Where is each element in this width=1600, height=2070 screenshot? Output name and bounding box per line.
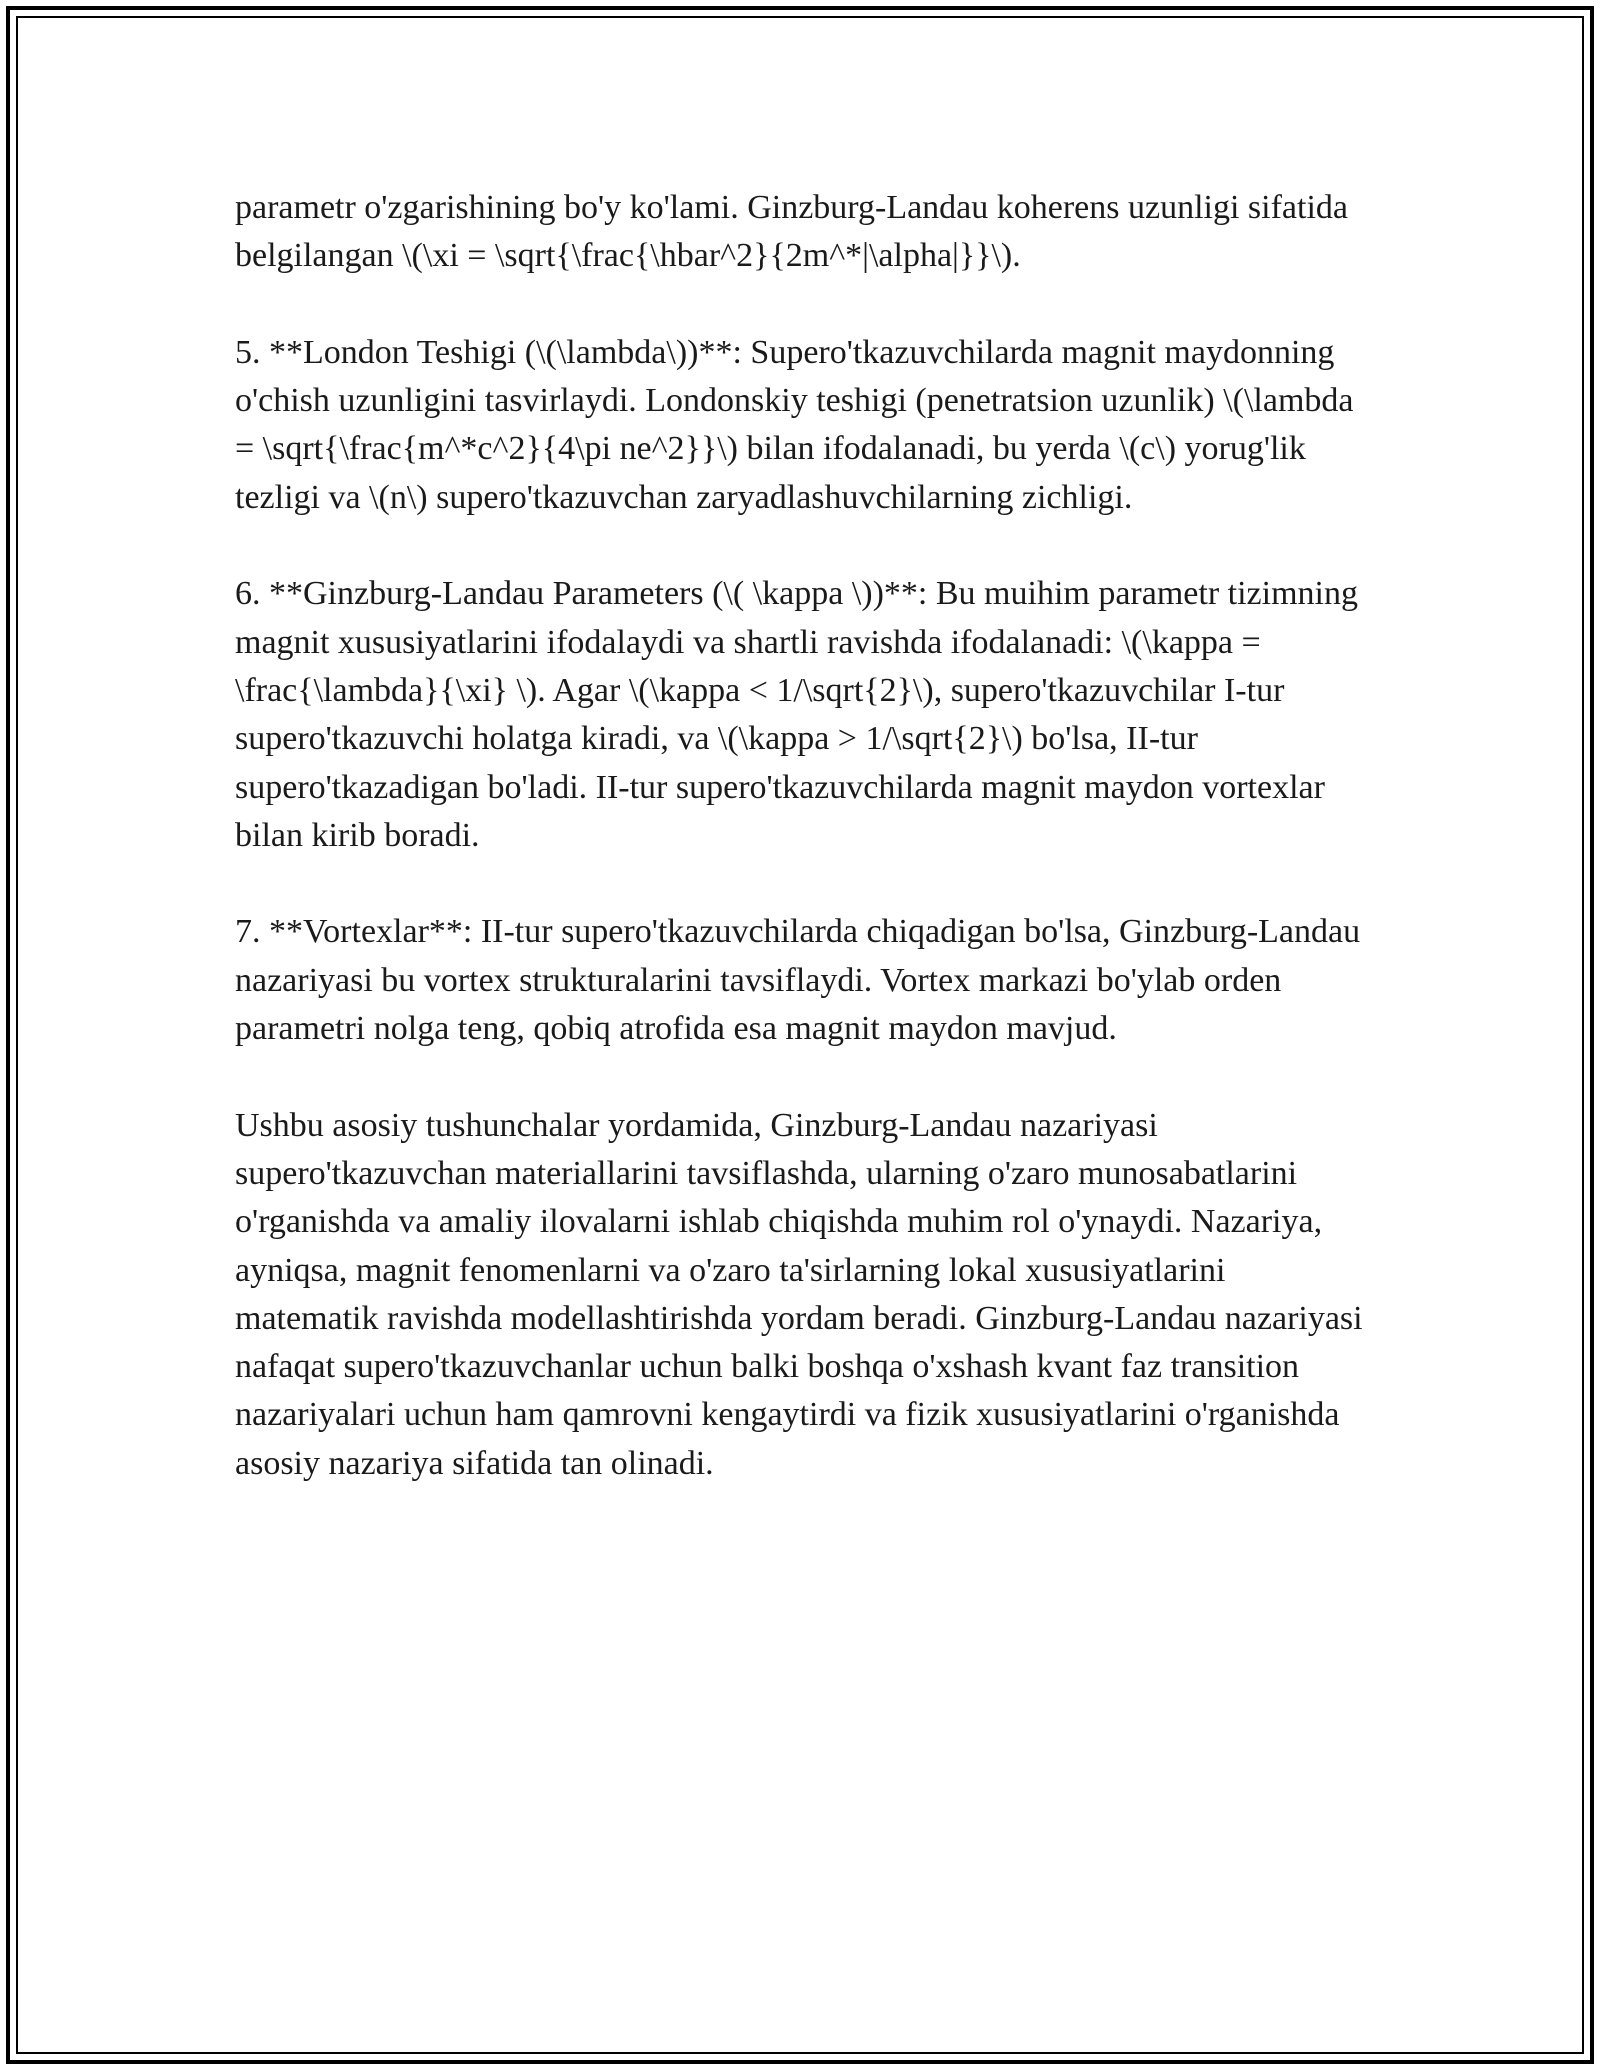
paragraph-london-penetration: 5. **London Teshigi (\(\lambda\))**: Supero'tkazuvchilarda magnit maydonning o'chish uzunligini tasvirlaydi. Londonskiy teshigi (penetratsion uzunlik) \(\lambda = \sqrt{\frac{m^*c^2}{4\pi ne^2}}\) bilan ifodalanadi, bu yerda \(c\) yorug'lik tezligi va \(n\) supero'tkazuvchan zaryadlashuvchilarning zichligi. bbox=[235, 333, 1354, 516]
paragraph-coherence-length: parametr o'zgarishining bo'y ko'lami. Ginzburg-Landau koherens uzunligi sifatida belgilangan \(\xi = \sqrt{\frac{\hbar^2}{2m^*|\alpha|}}\). bbox=[235, 189, 1349, 275]
paragraph-conclusion: Ushbu asosiy tushunchalar yordamida, Ginzburg-Landau nazariyasi supero'tkazuvchan materiallarini tavsiflashda, ularning o'zaro munosabatlarini o'rganishda va amaliy ilovalarni ishlab chiqishda muhim rol o'ynaydi. Nazariya, ayniqsa, magnit fenomenlarni va o'zaro ta'sirlarning lokal xususiyatlarini matematik ravishda modellashtirishda yordam beradi. Ginzburg-Landau nazariyasi nafaqat supero'tkazuvchanlar uchun balki boshqa o'xshash kvant faz transition nazariyalari uchun ham qamrovni kengaytirdi va fizik xususiyatlarini o'rganishda asosiy nazariya sifatida tan olinadi. bbox=[235, 1106, 1363, 1482]
document-body bbox=[235, 184, 1375, 1536]
paragraph-gl-parameter: 6. **Ginzburg-Landau Parameters (\( \kappa \))**: Bu muihim parametr tizimning magnit xususiyatlarini ifodalaydi va shartli ravishda ifodalanadi: \(\kappa = \frac{\lambda}{\xi} \). Agar \(\kappa < 1/\sqrt{2}\), supero'tkazuvchilar I-tur supero'tkazuvchi holatga kiradi, va \(\kappa > 1/\sqrt{2}\) bo'lsa, II-tur supero'tkazadigan bo'ladi. II-tur supero'tkazuvchilarda magnit maydon vortexlar bilan kirib boradi. bbox=[235, 575, 1358, 854]
paragraph-vortices: 7. **Vortexlar**: II-tur supero'tkazuvchilarda chiqadigan bo'lsa, Ginzburg-Landau nazariyasi bu vortex strukturalarini tavsiflaydi. Vortex markazi bo'ylab orden parametri nolga teng, qobiq atrofida esa magnit maydon mavjud. bbox=[235, 913, 1361, 1048]
